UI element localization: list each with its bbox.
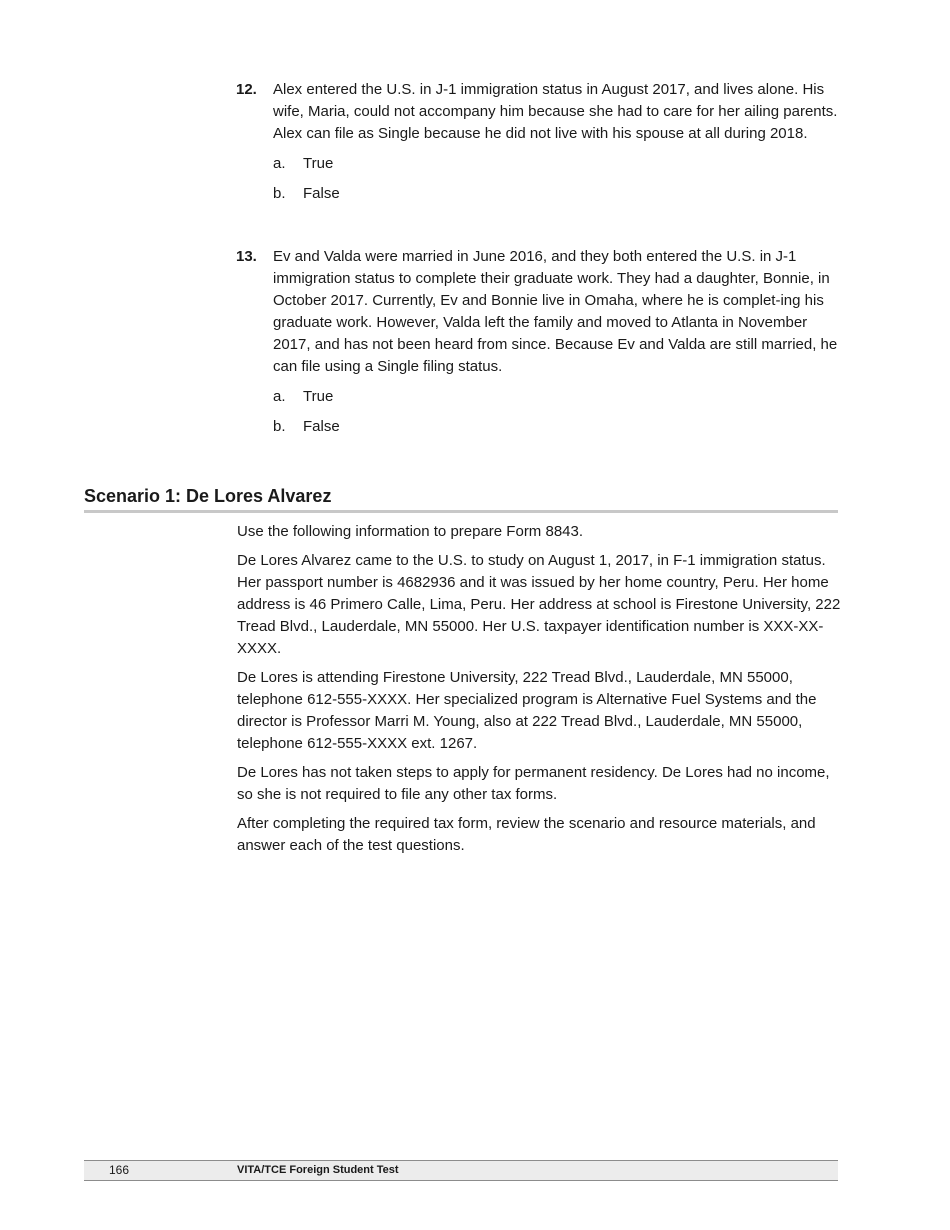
option-label: False	[303, 185, 340, 202]
option-label: True	[303, 388, 334, 405]
question-number: 12.	[236, 81, 257, 98]
scenario-paragraph: De Lores has not taken steps to apply for permanent residency. De Lores had no income, so she is not required to file any other tax forms.	[237, 764, 830, 803]
option-letter: b.	[273, 185, 286, 202]
scenario-body	[237, 521, 842, 864]
footer-title: VITA/TCE Foreign Student Test	[237, 1164, 399, 1176]
answer-option-b[interactable]	[273, 183, 840, 205]
question-text: Alex entered the U.S. in J-1 immigration status in August 2017, and lives alone. His wife, Maria, could not accompany him because she had to care for her ailing parents. Alex can file as Single because he did not live with his spouse at all during 2018.	[273, 81, 838, 142]
question-13	[236, 246, 840, 438]
answer-option-a[interactable]	[273, 386, 840, 408]
answer-option-a[interactable]	[273, 153, 840, 175]
page-number: 166	[109, 1163, 130, 1177]
scenario-paragraph: Use the following information to prepare Form 8843.	[237, 523, 584, 540]
scenario-paragraph: De Lores is attending Firestone University, 222 Tread Blvd., Lauderdale, MN 55000, telephone 612-555-XXXX. Her specialized program is Alternative Fuel Systems and the director is Professor Marri M. Young, also at 222 Tread Blvd., Lauderdale, MN 55000, telephone 612-555-XXXX ext. 1267.	[237, 669, 817, 752]
question-12	[236, 79, 840, 205]
option-letter: a.	[273, 155, 286, 172]
answer-option-b[interactable]	[273, 416, 840, 438]
scenario-paragraph: After completing the required tax form, review the scenario and resource materials, and answer each of the test questions.	[237, 815, 816, 854]
scenario-title: Scenario 1: De Lores Alvarez	[84, 484, 838, 513]
option-label: False	[303, 418, 340, 435]
page-footer	[84, 1160, 838, 1181]
option-letter: b.	[273, 418, 286, 435]
option-label: True	[303, 155, 334, 172]
question-text: Ev and Valda were married in June 2016, and they both entered the U.S. in J-1 immigration status to complete their graduate work. They had a daughter, Bonnie, in October 2017. Currently, Ev and Bonnie live in Omaha, where he is complet-ing his graduate work. However, Valda left the family and moved to Atlanta in November 2017, and has not been heard from since. Because Ev and Valda are still married, he can file using a Single filing status.	[273, 248, 838, 375]
option-letter: a.	[273, 388, 286, 405]
question-number: 13.	[236, 248, 257, 265]
scenario-paragraph: De Lores Alvarez came to the U.S. to study on August 1, 2017, in F-1 immigration status. Her passport number is 4682936 and it was issued by her home country, Peru. Her home address is 46 Primero Calle, Lima, Peru. Her address at school is Firestone University, 222 Tread Blvd., Lauderdale, MN 55000. Her U.S. taxpayer identification number is XXX-XX-XXXX.	[237, 552, 841, 657]
